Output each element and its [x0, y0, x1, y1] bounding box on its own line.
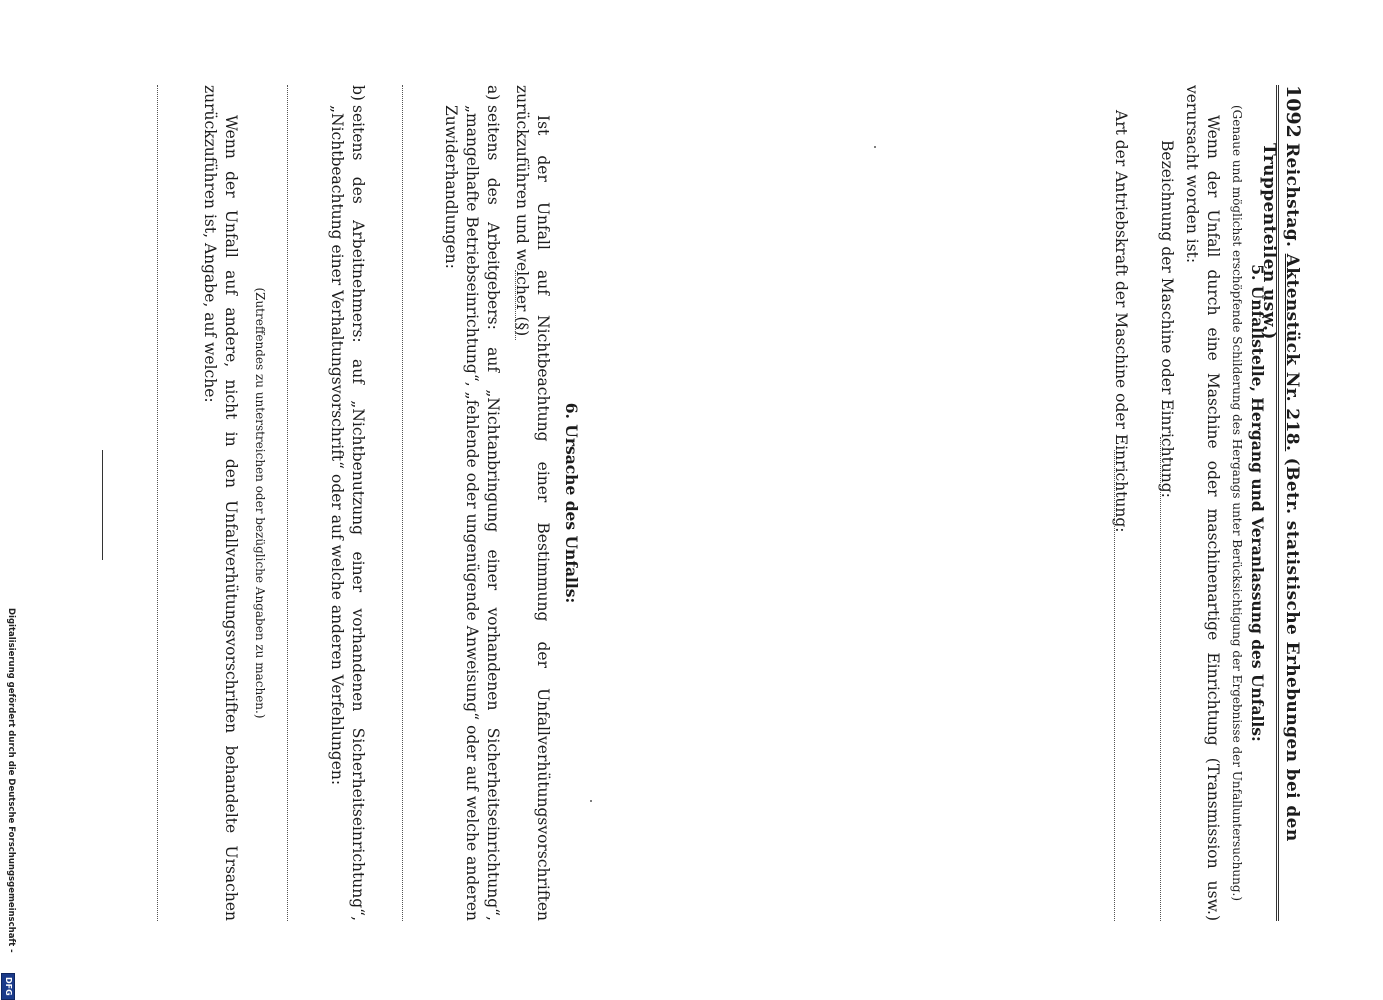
- item-a-text: seitens des Arbeitgebers: auf „Nichtanbringung einer vorhandenen Sicherheitseinrichtung“, „mangelhafte Betriebseinrichtung“, „fehlende oder ungenügende Anweisung“ oder auf welche anderen Zuwiderhandlungen:: [442, 105, 502, 921]
- designation-label: Bezeichnung der Maschine oder Einrichtung:: [1158, 140, 1176, 498]
- header-aktenstueck: Aktenstück Nr. 218.: [1282, 253, 1302, 452]
- item-a-answer-line: [402, 85, 403, 921]
- section-6-question: [511, 85, 553, 921]
- footer-credit: Digitalisierung gefördert durch die Deutsche Forschungsgemeinschaft -: [6, 608, 16, 953]
- scan-speck: [874, 146, 876, 148]
- designation-answer-line: [1160, 437, 1161, 921]
- header-reichstag: Reichstag.: [1282, 143, 1302, 248]
- page-number: 1092: [1282, 85, 1304, 138]
- dfg-logo-text: DFG: [4, 977, 13, 996]
- other-causes-answer-line: [157, 85, 158, 921]
- end-rule: [102, 450, 103, 560]
- document-page: [133, 85, 1313, 925]
- page-header: [1259, 85, 1313, 921]
- section-6-note: (Zutreffendes zu unterstreichen oder bezügliche Angaben zu machen.): [253, 287, 267, 719]
- item-b-answer-line: [287, 85, 288, 921]
- section-5-heading: 5. Unfallstelle, Hergang und Veranlassung des Unfalls:: [1248, 264, 1267, 742]
- item-b-text: seitens des Arbeitnehmers: auf „Nichtbenutzung einer vorhandenen Sicherheitseinrichtung“, „Nichtbeachtung einer Verhaltungsvorschrift“ oder auf welche anderen Verfehlungen:: [328, 105, 367, 921]
- section-6-question-text: Ist der Unfall auf Nichtbeachtung einer Bestimmung der Unfallverhütungsvorschriften zurückzuführen und welcher (§): [513, 85, 552, 921]
- other-causes-question: Wenn der Unfall auf andere, nicht in den Unfallverhütungsvorschriften behandelte Ursachen zurückzuführen ist, Angabe, auf welche:: [201, 85, 240, 921]
- scan-speck: [590, 800, 592, 802]
- machine-question: Wenn der Unfall durch eine Maschine oder maschinenartige Einrichtung (Transmission usw.) verursacht worden ist:: [1183, 85, 1222, 921]
- item-b-label: b): [349, 85, 367, 101]
- drive-label: Art der Antriebskraft der Maschine oder Einrichtung:: [1112, 110, 1130, 533]
- digitization-footer: [0, 608, 22, 1000]
- drive-answer-line: [1114, 450, 1115, 921]
- section-6-paragraph-line: [515, 270, 516, 340]
- header-subject: (Betr. statistische Erhebungen bei den Truppenteilen usw.): [1259, 143, 1302, 842]
- dfg-logo: [1, 973, 15, 1000]
- section-6-heading: 6. Ursache des Unfalls:: [562, 402, 581, 604]
- section-5-note: (Genaue und möglichst erschöpfende Schilderung des Hergangs unter Berücksichtigung der Ergebnisse der Unfalluntersuchung.): [1230, 104, 1244, 902]
- item-a-label: a): [484, 85, 502, 101]
